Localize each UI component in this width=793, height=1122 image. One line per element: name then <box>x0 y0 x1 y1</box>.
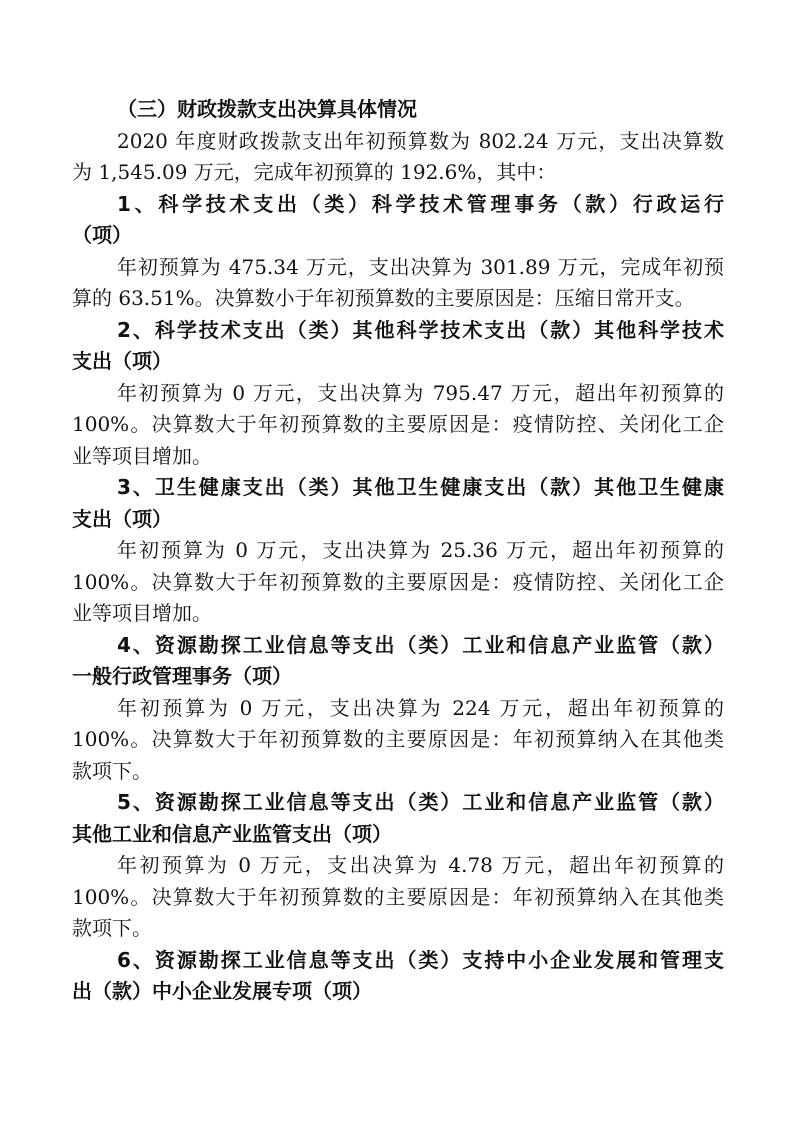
item-body: 款项下。 <box>72 916 152 940</box>
item-heading: 支出（项） <box>72 349 172 373</box>
item-body: 算的 63.51%。决算数小于年初预算数的主要原因是：压缩日常开支。 <box>72 286 695 310</box>
item-body: 年初预算为 0 万元，支出决算为 795.47 万元，超出年初预算的 <box>117 380 724 405</box>
item-body: 年初预算为 0 万元，支出决算为 4.78 万元，超出年初预算的 <box>117 853 724 877</box>
item-body: 100%。决算数大于年初预算数的主要原因是：疫情防控、关闭化工企 <box>72 569 724 594</box>
item-heading: 一般行政管理事务（项） <box>72 664 292 688</box>
item-heading: （项） <box>72 223 132 247</box>
item-heading: 6、资源勘探工业信息等支出（类）支持中小企业发展和管理支 <box>117 947 724 972</box>
item-body: 100%。决算数大于年初预算数的主要原因是：年初预算纳入在其他类 <box>72 884 724 909</box>
item-heading: 其他工业和信息产业监管支出（项） <box>72 821 392 846</box>
item-heading: 5、资源勘探工业信息等支出（类）工业和信息产业监管（款） <box>117 790 724 814</box>
section-title: （三）财政拨款支出决算具体情况 <box>117 97 417 121</box>
item-body: 业等项目增加。 <box>72 443 212 468</box>
item-body: 业等项目增加。 <box>72 601 212 625</box>
item-body: 年初预算为 475.34 万元，支出决算为 301.89 万元，完成年初预 <box>117 254 724 279</box>
item-body: 款项下。 <box>72 758 152 783</box>
item-heading: 出（款）中小企业发展专项（项） <box>72 979 372 1003</box>
intro-line: 为 1,545.09 万元，完成年初预算的 192.6%，其中： <box>72 160 557 184</box>
item-heading: 1、科学技术支出（类）科学技术管理事务（款）行政运行 <box>117 191 724 216</box>
item-body: 100%。决算数大于年初预算数的主要原因是：年初预算纳入在其他类 <box>72 727 724 751</box>
item-body: 年初预算为 0 万元，支出决算为 25.36 万元，超出年初预算的 <box>117 538 724 562</box>
item-body: 年初预算为 0 万元，支出决算为 224 万元，超出年初预算的 <box>117 695 724 720</box>
item-heading: 2、科学技术支出（类）其他科学技术支出（款）其他科学技术 <box>117 317 724 342</box>
document-page <box>72 94 724 1008</box>
item-heading: 支出（项） <box>72 506 172 531</box>
item-heading: 4、资源勘探工业信息等支出（类）工业和信息产业监管（款） <box>117 632 724 657</box>
intro-line: 2020 年度财政拨款支出年初预算数为 802.24 万元，支出决算数 <box>117 128 724 153</box>
item-body: 100%。决算数大于年初预算数的主要原因是：疫情防控、关闭化工企 <box>72 412 724 436</box>
item-heading: 3、卫生健康支出（类）其他卫生健康支出（款）其他卫生健康 <box>117 475 724 499</box>
